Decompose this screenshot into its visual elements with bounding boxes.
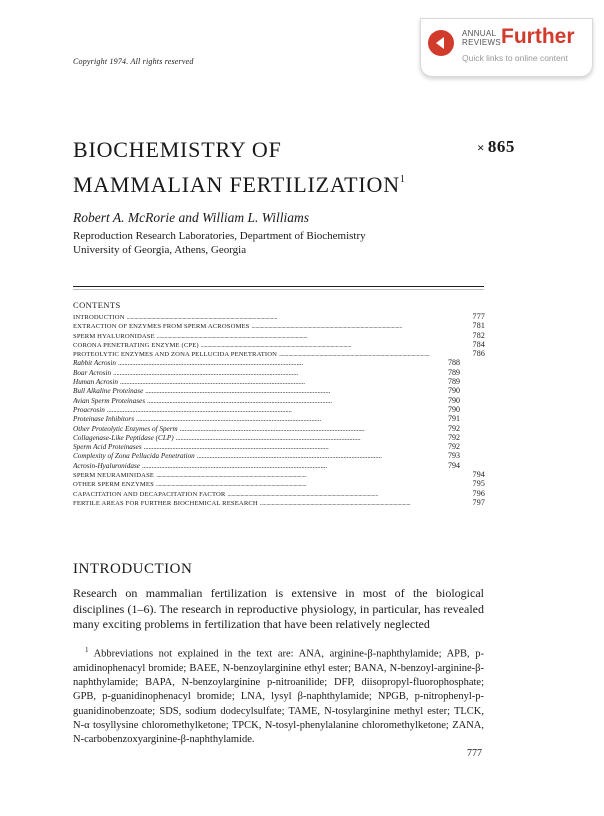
toc-entry-page: 788: [448, 358, 460, 368]
toc-leader-dots: [201, 341, 471, 349]
footnote-text: Abbreviations not explained in the text are: ANA, arginine-β-naphthylamide; APB, p-amidinophenacyl bromide; BAEE, N-benzoylarginine ethyl ester; BANA, N-benzoyl-arginine-β-naphthylamide; BAPA, N-benzoylarginine p-nitroanilide; DFP, diisopropyl-fluorophosphate; GPB, p-guanidinophenacyl bromide; LNA, lysyl β-naphthylamide; NPGB, p-nitrophenyl-p-guanidinobenzoate; SDS, sodium dodecylsulfate; TAME, N-tosylarginine methyl ester; TLCK, N-α tosyllysine chloromethylketone; TPCK, N-tosyl-phenylalanine chloromethylketone; ZANA, N-carbobenzoxyarginine-β-naphthylamide.: [73, 648, 484, 746]
introduction-paragraph: Research on mammalian fertilization is extensive in most of the biological disciplines (1–6). The research in reproductive physiology, in particular, has revealed many exciting problems in fertilization that have been relatively neglected: [73, 586, 484, 631]
ref-mark-icon: ×: [477, 140, 485, 155]
toc-entry-label: Avian Sperm Proteinases: [73, 396, 145, 405]
toc-entry[interactable]: [73, 312, 485, 321]
toc-entry[interactable]: [73, 470, 485, 479]
toc-subentry[interactable]: [73, 386, 460, 395]
toc-entry[interactable]: [73, 349, 485, 358]
toc-entry-label: Bull Alkaline Proteinase: [73, 387, 144, 396]
title-footnote-mark[interactable]: 1: [399, 174, 406, 185]
toc-entry-page: 796: [472, 488, 485, 498]
toc-entry-label: Rabbit Acrosin: [73, 359, 116, 368]
toc-entry-label: PROTEOLYTIC ENZYMES AND ZONA PELLUCIDA PENETRATION: [73, 351, 278, 359]
toc-leader-dots: [147, 397, 446, 405]
toc-entry-label: SPERM NEURAMINIDASE: [73, 472, 155, 480]
toc-leader-dots: [113, 369, 446, 377]
toc-entry[interactable]: [73, 331, 485, 340]
toc-subentry[interactable]: [73, 358, 460, 367]
toc-entry-page: 795: [472, 479, 485, 489]
toc-entry-label: EXTRACTION OF ENZYMES FROM SPERM ACROSOMES: [73, 323, 250, 331]
toc-entry-label: Proacrosin: [73, 405, 105, 414]
toc-entry-page: 792: [448, 442, 460, 452]
divider-rule: [73, 286, 484, 287]
toc-entry-page: 781: [472, 321, 485, 331]
toc-entry-page: 784: [472, 339, 485, 349]
banner-annual-label: ANNUAL: [462, 29, 497, 38]
toc-entry-label: Collagenase-Like Peptidase (CLP): [73, 433, 174, 442]
toc-entry-label: Complexity of Zona Pellucida Penetration: [73, 452, 195, 461]
toc-entry-label: INTRODUCTION: [73, 314, 125, 321]
banner-subtitle: Quick links to online content: [462, 53, 568, 63]
divider-rule-shadow: [73, 289, 484, 290]
toc-leader-dots: [145, 387, 446, 395]
play-back-icon: [428, 30, 454, 56]
toc-leader-dots: [157, 332, 471, 340]
toc-entry-label: Acrosin-Hyaluronidase: [73, 461, 140, 470]
toc-leader-dots: [227, 490, 470, 498]
footnote-mark: 1: [85, 646, 89, 654]
toc-entry-page: 793: [448, 451, 460, 461]
toc-entry-page: 790: [448, 404, 460, 414]
toc-leader-dots: [156, 471, 470, 479]
toc-subentry[interactable]: [73, 405, 460, 414]
toc-entry-label: Proteinase Inhibitors: [73, 415, 135, 424]
toc-entry-label: Boar Acrosin: [73, 368, 112, 377]
annual-reviews-further-banner[interactable]: [420, 18, 593, 77]
toc-leader-dots: [176, 434, 446, 442]
toc-leader-dots: [142, 462, 446, 470]
article-title-text: BIOCHEMISTRY OF MAMMALIAN FERTILIZATION: [73, 137, 400, 197]
toc-entry-page: 789: [448, 377, 460, 387]
footnote: [73, 643, 484, 748]
toc-entry-label: SPERM HYALURONIDASE: [73, 332, 155, 340]
toc-subentry[interactable]: [73, 424, 460, 433]
toc-leader-dots: [279, 350, 470, 358]
toc-entry-page: 786: [472, 349, 485, 359]
toc-subentry[interactable]: [73, 442, 460, 451]
table-of-contents: [73, 312, 485, 507]
affiliation-line-2: University of Georgia, Athens, Georgia: [73, 244, 247, 256]
introduction-heading: INTRODUCTION: [73, 561, 193, 577]
toc-leader-dots: [180, 425, 446, 433]
toc-entry-label: Human Acrosin: [73, 378, 118, 387]
toc-entry[interactable]: [73, 321, 485, 330]
toc-entry-page: 790: [448, 395, 460, 405]
toc-entry-page: 797: [472, 497, 485, 507]
toc-entry[interactable]: [73, 489, 485, 498]
toc-entry-page: 782: [472, 330, 485, 340]
toc-entry-page: 792: [448, 432, 460, 442]
toc-entry-page: 794: [448, 460, 460, 470]
toc-entry-label: Other Proteolytic Enzymes of Sperm: [73, 424, 178, 433]
affiliation: [73, 229, 366, 257]
toc-leader-dots: [260, 499, 471, 507]
toc-entry-label: OTHER SPERM ENZYMES: [73, 481, 154, 489]
page-number: 777: [467, 748, 482, 759]
toc-subentry[interactable]: [73, 368, 460, 377]
toc-entry[interactable]: [73, 498, 485, 507]
toc-subentry[interactable]: [73, 461, 460, 470]
toc-entry-page: 789: [448, 367, 460, 377]
toc-entry-label: FERTILE AREAS FOR FURTHER BIOCHEMICAL RESEARCH: [73, 499, 258, 507]
toc-subentry[interactable]: [73, 414, 460, 423]
affiliation-line-1: Reproduction Research Laboratories, Department of Biochemistry: [73, 230, 366, 242]
toc-entry-label: CORONA PENETRATING ENZYME (CPE): [73, 341, 199, 349]
contents-heading: CONTENTS: [73, 300, 121, 310]
copyright-notice: Copyright 1974. All rights reserved: [73, 57, 194, 66]
toc-entry[interactable]: [73, 340, 485, 349]
toc-subentry[interactable]: [73, 377, 460, 386]
toc-subentry[interactable]: [73, 451, 460, 460]
article-ref-number: [477, 137, 515, 157]
toc-leader-dots: [197, 452, 446, 460]
toc-subentry[interactable]: [73, 433, 460, 442]
toc-leader-dots: [118, 359, 446, 367]
toc-leader-dots: [107, 406, 446, 414]
toc-leader-dots: [120, 378, 446, 386]
toc-leader-dots: [252, 322, 471, 330]
toc-leader-dots: [136, 415, 446, 423]
toc-entry-label: CAPACITATION AND DECAPACITATION FACTOR: [73, 490, 226, 498]
banner-further-label: Further: [501, 25, 575, 48]
toc-entry-page: 777: [472, 312, 485, 321]
article-title: [73, 135, 433, 200]
banner-reviews-label: REVIEWS: [462, 38, 501, 47]
ref-number-value: 865: [487, 137, 515, 156]
toc-leader-dots: [156, 480, 471, 488]
toc-entry-page: 791: [448, 414, 460, 424]
toc-entry[interactable]: [73, 479, 485, 488]
authors: Robert A. McRorie and William L. Williams: [73, 210, 309, 225]
toc-entry-page: 790: [448, 386, 460, 396]
toc-entry-page: 794: [472, 470, 485, 480]
toc-subentry[interactable]: [73, 396, 460, 405]
toc-entry-label: Sperm Acid Proteinases: [73, 443, 142, 452]
toc-leader-dots: [144, 443, 446, 451]
toc-leader-dots: [127, 313, 471, 321]
toc-entry-page: 792: [448, 423, 460, 433]
